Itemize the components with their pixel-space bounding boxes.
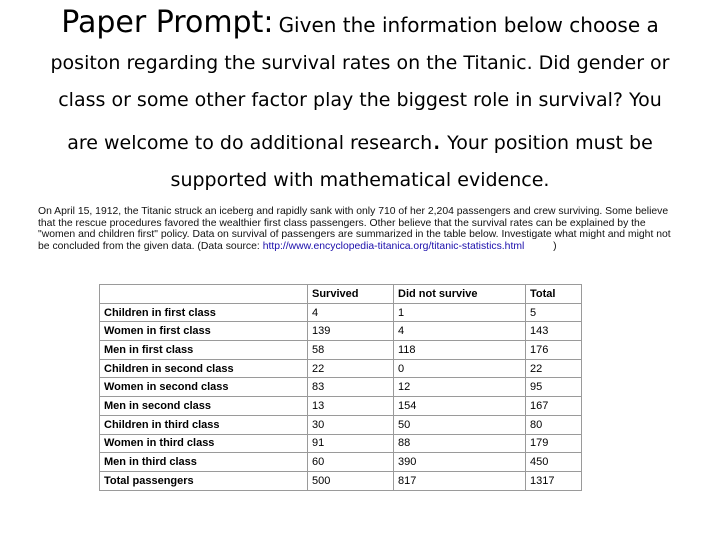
- value-cell: 1317: [526, 471, 582, 490]
- value-cell: 22: [526, 359, 582, 378]
- row-label-cell: Children in first class: [100, 303, 308, 322]
- table-row: [100, 359, 582, 378]
- value-cell: 22: [308, 359, 394, 378]
- value-cell: 118: [394, 341, 526, 360]
- value-cell: 91: [308, 434, 394, 453]
- table-row: [100, 434, 582, 453]
- prompt-line-4-dot: .: [432, 123, 442, 156]
- table-row: [100, 471, 582, 490]
- table-row: [100, 415, 582, 434]
- survival-table: [99, 284, 582, 491]
- prompt-line-2: positon regarding the survival rates on the Titanic. Did gender or: [50, 52, 670, 74]
- table-row: [100, 453, 582, 472]
- value-cell: 50: [394, 415, 526, 434]
- value-cell: 30: [308, 415, 394, 434]
- value-cell: 95: [526, 378, 582, 397]
- value-cell: 500: [308, 471, 394, 490]
- table-row: [100, 341, 582, 360]
- value-cell: 12: [394, 378, 526, 397]
- intro-paragraph: [38, 206, 678, 252]
- value-cell: 4: [308, 303, 394, 322]
- row-label-cell: Children in second class: [100, 359, 308, 378]
- value-cell: 154: [394, 397, 526, 416]
- row-label-cell: Men in first class: [100, 341, 308, 360]
- value-cell: 80: [526, 415, 582, 434]
- row-label-cell: Children in third class: [100, 415, 308, 434]
- table-header-row: [100, 285, 582, 304]
- value-cell: 88: [394, 434, 526, 453]
- prompt-line-4: [0, 121, 720, 162]
- prompt-title: Paper Prompt:: [61, 5, 274, 40]
- table-body: [100, 303, 582, 490]
- value-cell: 5: [526, 303, 582, 322]
- value-cell: 139: [308, 322, 394, 341]
- value-cell: 13: [308, 397, 394, 416]
- data-source-link[interactable]: http://www.encyclopedia-titanica.org/titanic-statistics.html: [262, 240, 525, 252]
- header-cell: Did not survive: [394, 285, 526, 304]
- row-label-cell: Men in second class: [100, 397, 308, 416]
- row-label-cell: Total passengers: [100, 471, 308, 490]
- row-label-cell: Women in second class: [100, 378, 308, 397]
- table-row: [100, 322, 582, 341]
- header-cell: Total: [526, 285, 582, 304]
- prompt-line-4-a: are welcome to do additional research: [67, 132, 433, 154]
- value-cell: 58: [308, 341, 394, 360]
- prompt-line-5: supported with mathematical evidence.: [170, 169, 550, 191]
- row-label-cell: Women in first class: [100, 322, 308, 341]
- header-cell: [100, 285, 308, 304]
- prompt-line-3: class or some other factor play the biggest role in survival? You: [58, 89, 662, 111]
- paper-prompt: [0, 4, 720, 199]
- row-label-cell: Men in third class: [100, 453, 308, 472]
- value-cell: 817: [394, 471, 526, 490]
- header-cell: Survived: [308, 285, 394, 304]
- value-cell: 143: [526, 322, 582, 341]
- intro-closing: ): [553, 240, 557, 252]
- prompt-line-4-b: Your position must be: [441, 132, 653, 154]
- value-cell: 1: [394, 303, 526, 322]
- intro-text: On April 15, 1912, the Titanic struck an iceberg and rapidly sank with only 710 of her 2,204 passengers and crew surviving. Some believe that the rescue procedures favored the wealthier first class passengers. Other believe that the survival rates can be explained by the "women and children first" policy. Data on survival of passengers are summarized in the table below. Investigate what might and might not be concluded from the given data. (Data source:: [38, 206, 671, 252]
- prompt-line-1: Given the information below choose a: [278, 13, 659, 37]
- table-row: [100, 303, 582, 322]
- value-cell: 4: [394, 322, 526, 341]
- value-cell: 83: [308, 378, 394, 397]
- value-cell: 176: [526, 341, 582, 360]
- value-cell: 167: [526, 397, 582, 416]
- table-row: [100, 378, 582, 397]
- value-cell: 179: [526, 434, 582, 453]
- value-cell: 60: [308, 453, 394, 472]
- value-cell: 390: [394, 453, 526, 472]
- table-row: [100, 397, 582, 416]
- value-cell: 0: [394, 359, 526, 378]
- row-label-cell: Women in third class: [100, 434, 308, 453]
- value-cell: 450: [526, 453, 582, 472]
